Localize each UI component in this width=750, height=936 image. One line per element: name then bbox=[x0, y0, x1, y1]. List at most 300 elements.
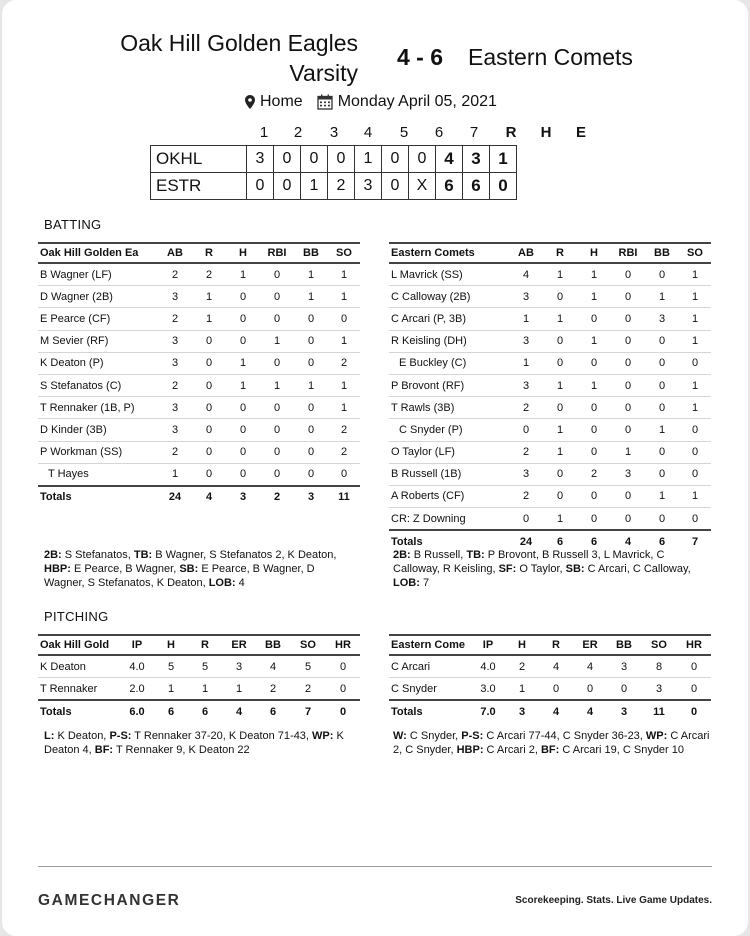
stat-cell: 1 bbox=[328, 397, 360, 419]
stat-cell: 0 bbox=[677, 678, 711, 701]
player-name: B Wagner (LF) bbox=[38, 263, 158, 286]
stat-cell: 1 bbox=[328, 330, 360, 352]
stat-cell: 3 bbox=[509, 286, 543, 308]
player-name: P Brovont (RF) bbox=[389, 374, 509, 396]
stat-cell: 2 bbox=[158, 441, 192, 463]
stat-cell: 0 bbox=[645, 330, 679, 352]
total-cell: 3 bbox=[607, 700, 641, 722]
note-text: P Brovont, B Russell 3, L Mavrick, C Calloway, R Keisling, bbox=[393, 549, 665, 575]
hits-header: H bbox=[540, 124, 552, 141]
note-label: SB: bbox=[179, 563, 199, 575]
stat-cell: 3 bbox=[645, 308, 679, 330]
note-label: P-S: bbox=[109, 730, 132, 742]
note-label: WP: bbox=[645, 730, 668, 742]
player-name: C Snyder bbox=[389, 678, 471, 701]
stat-cell: 3 bbox=[158, 397, 192, 419]
total-runs: 4 bbox=[436, 146, 463, 173]
note-text: E Pearce, B Wagner, D Wagner, S Stefanatos, K Deaton, bbox=[44, 563, 315, 589]
stat-cell: 1 bbox=[645, 419, 679, 441]
inning-score: 0 bbox=[409, 146, 436, 173]
stat-cell: 0 bbox=[543, 397, 577, 419]
stat-header: BB bbox=[294, 243, 328, 263]
player-row bbox=[389, 397, 711, 419]
stat-cell: 0 bbox=[611, 374, 645, 396]
stat-cell: 3.0 bbox=[471, 678, 505, 701]
stat-header: HR bbox=[677, 635, 711, 655]
total-errors: 1 bbox=[490, 146, 517, 173]
stat-cell: 0 bbox=[192, 441, 226, 463]
stat-cell: 1 bbox=[577, 374, 611, 396]
stat-cell: 0 bbox=[577, 508, 611, 531]
inning-score: 0 bbox=[382, 146, 409, 173]
stat-header: H bbox=[154, 635, 188, 655]
stat-header: BB bbox=[645, 243, 679, 263]
stat-header: ER bbox=[573, 635, 607, 655]
pitching-section-title: PITCHING bbox=[44, 609, 109, 624]
player-row bbox=[389, 508, 711, 531]
stat-cell: 0 bbox=[645, 263, 679, 286]
stat-cell: 3 bbox=[158, 330, 192, 352]
stat-cell: 0 bbox=[226, 330, 260, 352]
note-text: C Snyder, bbox=[406, 730, 462, 742]
stat-cell: 3 bbox=[158, 352, 192, 374]
stat-header: R bbox=[543, 243, 577, 263]
stat-cell: 1 bbox=[260, 330, 294, 352]
stat-header: AB bbox=[509, 243, 543, 263]
stat-cell: 1 bbox=[679, 485, 711, 507]
total-cell: 6 bbox=[188, 700, 222, 722]
note-label: SF: bbox=[498, 563, 517, 575]
stat-cell: 0 bbox=[294, 352, 328, 374]
stat-header: H bbox=[505, 635, 539, 655]
stat-cell: 2 bbox=[290, 678, 326, 701]
away-batting-table bbox=[389, 242, 711, 552]
stat-header: H bbox=[577, 243, 611, 263]
player-row bbox=[389, 655, 711, 678]
note-text: K Deaton, bbox=[54, 730, 110, 742]
stat-cell: 0 bbox=[226, 286, 260, 308]
stat-cell: 0 bbox=[577, 352, 611, 374]
linescore-row-home bbox=[151, 146, 517, 173]
stat-cell: 2 bbox=[158, 374, 192, 396]
note-label: HBP: bbox=[456, 744, 484, 756]
stat-cell: 0 bbox=[611, 286, 645, 308]
stat-cell: 1 bbox=[192, 286, 226, 308]
total-cell: 11 bbox=[328, 486, 360, 508]
note-label: BF: bbox=[540, 744, 560, 756]
stat-cell: 1 bbox=[192, 308, 226, 330]
stat-cell: 3 bbox=[641, 678, 677, 701]
stat-cell: 1 bbox=[577, 330, 611, 352]
stat-cell: 0 bbox=[543, 330, 577, 352]
stat-cell: 0 bbox=[192, 374, 226, 396]
game-info bbox=[245, 93, 497, 111]
stat-cell: 0 bbox=[577, 397, 611, 419]
player-name: D Wagner (2B) bbox=[38, 286, 158, 308]
stat-cell: 0 bbox=[607, 678, 641, 701]
stat-cell: 1 bbox=[226, 374, 260, 396]
stat-cell: 0 bbox=[260, 308, 294, 330]
stat-cell: 3 bbox=[509, 374, 543, 396]
stat-cell: 0 bbox=[226, 308, 260, 330]
total-cell: 3 bbox=[226, 486, 260, 508]
stat-cell: 0 bbox=[326, 678, 360, 701]
stat-cell: 0 bbox=[645, 397, 679, 419]
stat-cell: 1 bbox=[509, 308, 543, 330]
total-cell: 11 bbox=[641, 700, 677, 722]
stat-cell: 1 bbox=[294, 286, 328, 308]
stat-cell: 0 bbox=[611, 352, 645, 374]
stat-cell: 0 bbox=[328, 308, 360, 330]
inning-score: 2 bbox=[328, 173, 355, 200]
stat-cell: 1 bbox=[543, 419, 577, 441]
home-pitching-notes bbox=[44, 729, 358, 757]
player-name: T Rennaker bbox=[38, 678, 120, 701]
note-text: S Stefanatos, bbox=[61, 549, 134, 561]
player-row bbox=[38, 352, 360, 374]
stat-cell: 1 bbox=[679, 397, 711, 419]
stat-cell: 2.0 bbox=[120, 678, 154, 701]
player-name: P Workman (SS) bbox=[38, 441, 158, 463]
note-text: 7 bbox=[419, 577, 430, 589]
inning-score: 0 bbox=[328, 146, 355, 173]
stat-cell: 1 bbox=[645, 485, 679, 507]
stat-cell: 0 bbox=[677, 655, 711, 678]
total-cell: 4 bbox=[611, 530, 645, 552]
total-cell: 24 bbox=[158, 486, 192, 508]
player-name: C Arcari (P, 3B) bbox=[389, 308, 509, 330]
note-text: B Russell, bbox=[410, 549, 467, 561]
note-text: O Taylor, bbox=[516, 563, 566, 575]
inning-score: 1 bbox=[355, 146, 382, 173]
inning-header: 1 bbox=[259, 124, 269, 141]
stat-cell: 0 bbox=[326, 655, 360, 678]
stat-cell: 4 bbox=[256, 655, 290, 678]
inning-score: 0 bbox=[382, 173, 409, 200]
stat-cell: 1 bbox=[260, 374, 294, 396]
stat-cell: 0 bbox=[577, 485, 611, 507]
stat-cell: 0 bbox=[192, 419, 226, 441]
total-cell: 6 bbox=[577, 530, 611, 552]
stat-cell: 1 bbox=[543, 508, 577, 531]
stat-cell: 1 bbox=[543, 308, 577, 330]
stat-cell: 1 bbox=[188, 678, 222, 701]
stat-cell: 0 bbox=[260, 286, 294, 308]
stat-cell: 0 bbox=[611, 508, 645, 531]
player-name: D Kinder (3B) bbox=[38, 419, 158, 441]
total-cell: 0 bbox=[326, 700, 360, 722]
inning-header: 4 bbox=[363, 124, 373, 141]
stat-cell: 0 bbox=[611, 263, 645, 286]
stat-cell: 0 bbox=[573, 678, 607, 701]
player-name: A Roberts (CF) bbox=[389, 485, 509, 507]
stat-cell: 2 bbox=[328, 441, 360, 463]
stat-cell: 0 bbox=[611, 308, 645, 330]
inning-score: 3 bbox=[355, 173, 382, 200]
team-column-header: Eastern Comets bbox=[389, 243, 509, 263]
stat-cell: 0 bbox=[226, 397, 260, 419]
player-name: B Russell (1B) bbox=[389, 463, 509, 485]
total-cell: 6 bbox=[645, 530, 679, 552]
stat-cell: 1 bbox=[679, 330, 711, 352]
player-name: K Deaton (P) bbox=[38, 352, 158, 374]
player-name: T Hayes bbox=[38, 463, 158, 486]
note-text: 4 bbox=[235, 577, 245, 589]
player-row bbox=[389, 308, 711, 330]
inning-header: 3 bbox=[329, 124, 339, 141]
final-score: 4 - 6 bbox=[396, 44, 444, 70]
player-row bbox=[38, 286, 360, 308]
total-cell: 4 bbox=[573, 700, 607, 722]
note-text: K Deaton 4, bbox=[44, 730, 344, 756]
stat-cell: 1 bbox=[226, 263, 260, 286]
stat-cell: 0 bbox=[226, 419, 260, 441]
player-row bbox=[389, 463, 711, 485]
stat-cell: 0 bbox=[679, 419, 711, 441]
stat-cell: 0 bbox=[679, 352, 711, 374]
total-cell: 24 bbox=[509, 530, 543, 552]
total-cell: 6.0 bbox=[120, 700, 154, 722]
player-name: T Rawls (3B) bbox=[389, 397, 509, 419]
stat-cell: 3 bbox=[509, 463, 543, 485]
totals-row bbox=[389, 700, 711, 722]
total-cell: 3 bbox=[505, 700, 539, 722]
player-name: C Snyder (P) bbox=[389, 419, 509, 441]
note-label: BF: bbox=[94, 744, 114, 756]
stat-cell: 0 bbox=[260, 463, 294, 486]
total-cell: 3 bbox=[294, 486, 328, 508]
stat-cell: 0 bbox=[328, 463, 360, 486]
stat-cell: 0 bbox=[294, 308, 328, 330]
stat-cell: 1 bbox=[328, 286, 360, 308]
player-name: E Pearce (CF) bbox=[38, 308, 158, 330]
stat-cell: 4.0 bbox=[120, 655, 154, 678]
note-label: LOB: bbox=[208, 577, 236, 589]
stat-cell: 0 bbox=[192, 397, 226, 419]
total-hits: 3 bbox=[463, 146, 490, 173]
note-label: WP: bbox=[312, 730, 334, 742]
player-row bbox=[38, 463, 360, 486]
stat-cell: 2 bbox=[158, 308, 192, 330]
totals-row bbox=[38, 486, 360, 508]
total-cell: 2 bbox=[260, 486, 294, 508]
stat-header: RBI bbox=[611, 243, 645, 263]
stat-cell: 2 bbox=[577, 463, 611, 485]
stat-cell: 0 bbox=[645, 508, 679, 531]
note-text: E Pearce, B Wagner, bbox=[70, 563, 180, 575]
stat-cell: 0 bbox=[192, 352, 226, 374]
stat-header: R bbox=[188, 635, 222, 655]
note-label: 2B: bbox=[44, 549, 62, 561]
note-text: C Arcari, C Calloway, bbox=[584, 563, 691, 575]
player-row bbox=[389, 678, 711, 701]
stat-cell: 1 bbox=[154, 678, 188, 701]
total-cell: 4 bbox=[539, 700, 573, 722]
stat-cell: 8 bbox=[641, 655, 677, 678]
player-row bbox=[38, 441, 360, 463]
stat-header: SO bbox=[679, 243, 711, 263]
stat-cell: 0 bbox=[260, 397, 294, 419]
footer-divider bbox=[38, 866, 712, 867]
note-label: L: bbox=[44, 730, 55, 742]
away-pitching-table bbox=[389, 634, 711, 723]
player-row bbox=[38, 678, 360, 701]
game-date: Monday April 05, 2021 bbox=[337, 93, 497, 110]
stat-cell: 1 bbox=[328, 263, 360, 286]
player-row bbox=[389, 352, 711, 374]
stat-cell: 4.0 bbox=[471, 655, 505, 678]
totals-row bbox=[38, 700, 360, 722]
stat-cell: 1 bbox=[509, 352, 543, 374]
errors-header: E bbox=[575, 124, 586, 141]
stat-cell: 0 bbox=[645, 463, 679, 485]
stat-cell: 2 bbox=[509, 441, 543, 463]
stat-cell: 1 bbox=[505, 678, 539, 701]
stat-cell: 0 bbox=[539, 678, 573, 701]
player-row bbox=[389, 330, 711, 352]
total-cell: 7.0 bbox=[471, 700, 505, 722]
batting-section-title: BATTING bbox=[44, 217, 102, 232]
stat-cell: 0 bbox=[611, 397, 645, 419]
gamechanger-logo: GAMECHANGER bbox=[38, 892, 181, 909]
stat-header: SO bbox=[641, 635, 677, 655]
total-cell: 4 bbox=[192, 486, 226, 508]
stat-cell: 0 bbox=[226, 441, 260, 463]
note-label: HBP: bbox=[44, 563, 71, 575]
player-row bbox=[38, 419, 360, 441]
team-abbr: ESTR bbox=[151, 173, 247, 200]
stat-header: SO bbox=[290, 635, 326, 655]
total-hits: 6 bbox=[463, 173, 490, 200]
player-name: M Sevier (RF) bbox=[38, 330, 158, 352]
stat-cell: 1 bbox=[294, 374, 328, 396]
player-row bbox=[389, 374, 711, 396]
totals-label: Totals bbox=[38, 486, 158, 508]
total-cell: 4 bbox=[222, 700, 256, 722]
team-abbr: OKHL bbox=[151, 146, 247, 173]
stat-cell: 4 bbox=[539, 655, 573, 678]
home-batting-table bbox=[38, 242, 360, 508]
totals-label: Totals bbox=[389, 530, 509, 552]
stat-header: BB bbox=[607, 635, 641, 655]
calendar-icon bbox=[317, 94, 333, 110]
stat-cell: 0 bbox=[611, 485, 645, 507]
stat-cell: 1 bbox=[294, 263, 328, 286]
team-column-header: Oak Hill Gold bbox=[38, 635, 120, 655]
stat-header: RBI bbox=[260, 243, 294, 263]
stat-cell: 1 bbox=[611, 441, 645, 463]
inning-header: 5 bbox=[399, 124, 409, 141]
stat-cell: 0 bbox=[679, 508, 711, 531]
stat-cell: 0 bbox=[260, 352, 294, 374]
note-text: C Arcari 2, bbox=[483, 744, 541, 756]
stat-cell: 2 bbox=[328, 352, 360, 374]
stat-cell: 0 bbox=[260, 263, 294, 286]
inning-header: 6 bbox=[434, 124, 444, 141]
stat-cell: 1 bbox=[222, 678, 256, 701]
player-name: L Mavrick (SS) bbox=[389, 263, 509, 286]
away-pitching-notes bbox=[393, 729, 713, 757]
stat-header: H bbox=[226, 243, 260, 263]
stat-cell: 1 bbox=[226, 352, 260, 374]
stat-cell: 0 bbox=[543, 485, 577, 507]
total-cell: 7 bbox=[679, 530, 711, 552]
stat-cell: 0 bbox=[543, 352, 577, 374]
stat-cell: 2 bbox=[509, 485, 543, 507]
player-row bbox=[389, 286, 711, 308]
stat-cell: 5 bbox=[290, 655, 326, 678]
away-team-name: Eastern Comets bbox=[468, 44, 633, 70]
player-name: S Stefanatos (C) bbox=[38, 374, 158, 396]
away-batting-notes bbox=[393, 548, 711, 590]
stat-header: BB bbox=[256, 635, 290, 655]
stat-cell: 0 bbox=[577, 441, 611, 463]
stat-cell: 3 bbox=[222, 655, 256, 678]
stat-cell: 0 bbox=[260, 441, 294, 463]
player-row bbox=[389, 485, 711, 507]
stat-cell: 5 bbox=[154, 655, 188, 678]
stat-cell: 1 bbox=[543, 263, 577, 286]
stat-cell: 0 bbox=[611, 330, 645, 352]
note-text: C Arcari 2, C Snyder, bbox=[393, 730, 710, 756]
inning-score: 0 bbox=[274, 173, 301, 200]
player-name: O Taylor (LF) bbox=[389, 441, 509, 463]
note-text: T Rennaker 9, K Deaton 22 bbox=[113, 744, 250, 756]
stat-header: R bbox=[539, 635, 573, 655]
stat-cell: 0 bbox=[509, 508, 543, 531]
total-cell: 6 bbox=[256, 700, 290, 722]
note-label: SB: bbox=[565, 563, 585, 575]
inning-score: X bbox=[409, 173, 436, 200]
stat-cell: 0 bbox=[645, 441, 679, 463]
note-text: C Arcari 19, C Snyder 10 bbox=[559, 744, 685, 756]
stat-header: R bbox=[192, 243, 226, 263]
stat-cell: 0 bbox=[577, 308, 611, 330]
note-label: P-S: bbox=[461, 730, 484, 742]
inning-score: 1 bbox=[301, 173, 328, 200]
stat-cell: 1 bbox=[679, 308, 711, 330]
total-runs: 6 bbox=[436, 173, 463, 200]
stat-cell: 1 bbox=[577, 286, 611, 308]
player-row bbox=[389, 263, 711, 286]
location-pin-icon bbox=[245, 95, 255, 109]
player-row bbox=[389, 419, 711, 441]
home-team-name: Oak Hill Golden Eagles Varsity bbox=[120, 30, 358, 86]
stat-cell: 0 bbox=[260, 419, 294, 441]
stat-header: AB bbox=[158, 243, 192, 263]
note-label: W: bbox=[393, 730, 407, 742]
stat-cell: 1 bbox=[158, 463, 192, 486]
stat-cell: 0 bbox=[611, 419, 645, 441]
stat-cell: 0 bbox=[645, 352, 679, 374]
total-cell: 0 bbox=[677, 700, 711, 722]
player-name: C Arcari bbox=[389, 655, 471, 678]
total-cell: 7 bbox=[290, 700, 326, 722]
stat-cell: 4 bbox=[509, 263, 543, 286]
stat-cell: 3 bbox=[158, 286, 192, 308]
inning-score: 3 bbox=[247, 146, 274, 173]
stat-cell: 4 bbox=[573, 655, 607, 678]
stat-cell: 2 bbox=[192, 263, 226, 286]
note-label: TB: bbox=[133, 549, 153, 561]
note-label: LOB: bbox=[393, 577, 420, 589]
stat-cell: 0 bbox=[509, 419, 543, 441]
inning-header: 7 bbox=[469, 124, 479, 141]
team-column-header: Oak Hill Golden Ea bbox=[38, 243, 158, 263]
stat-cell: 1 bbox=[577, 263, 611, 286]
runs-header: R bbox=[505, 124, 517, 141]
team-column-header: Eastern Come bbox=[389, 635, 471, 655]
